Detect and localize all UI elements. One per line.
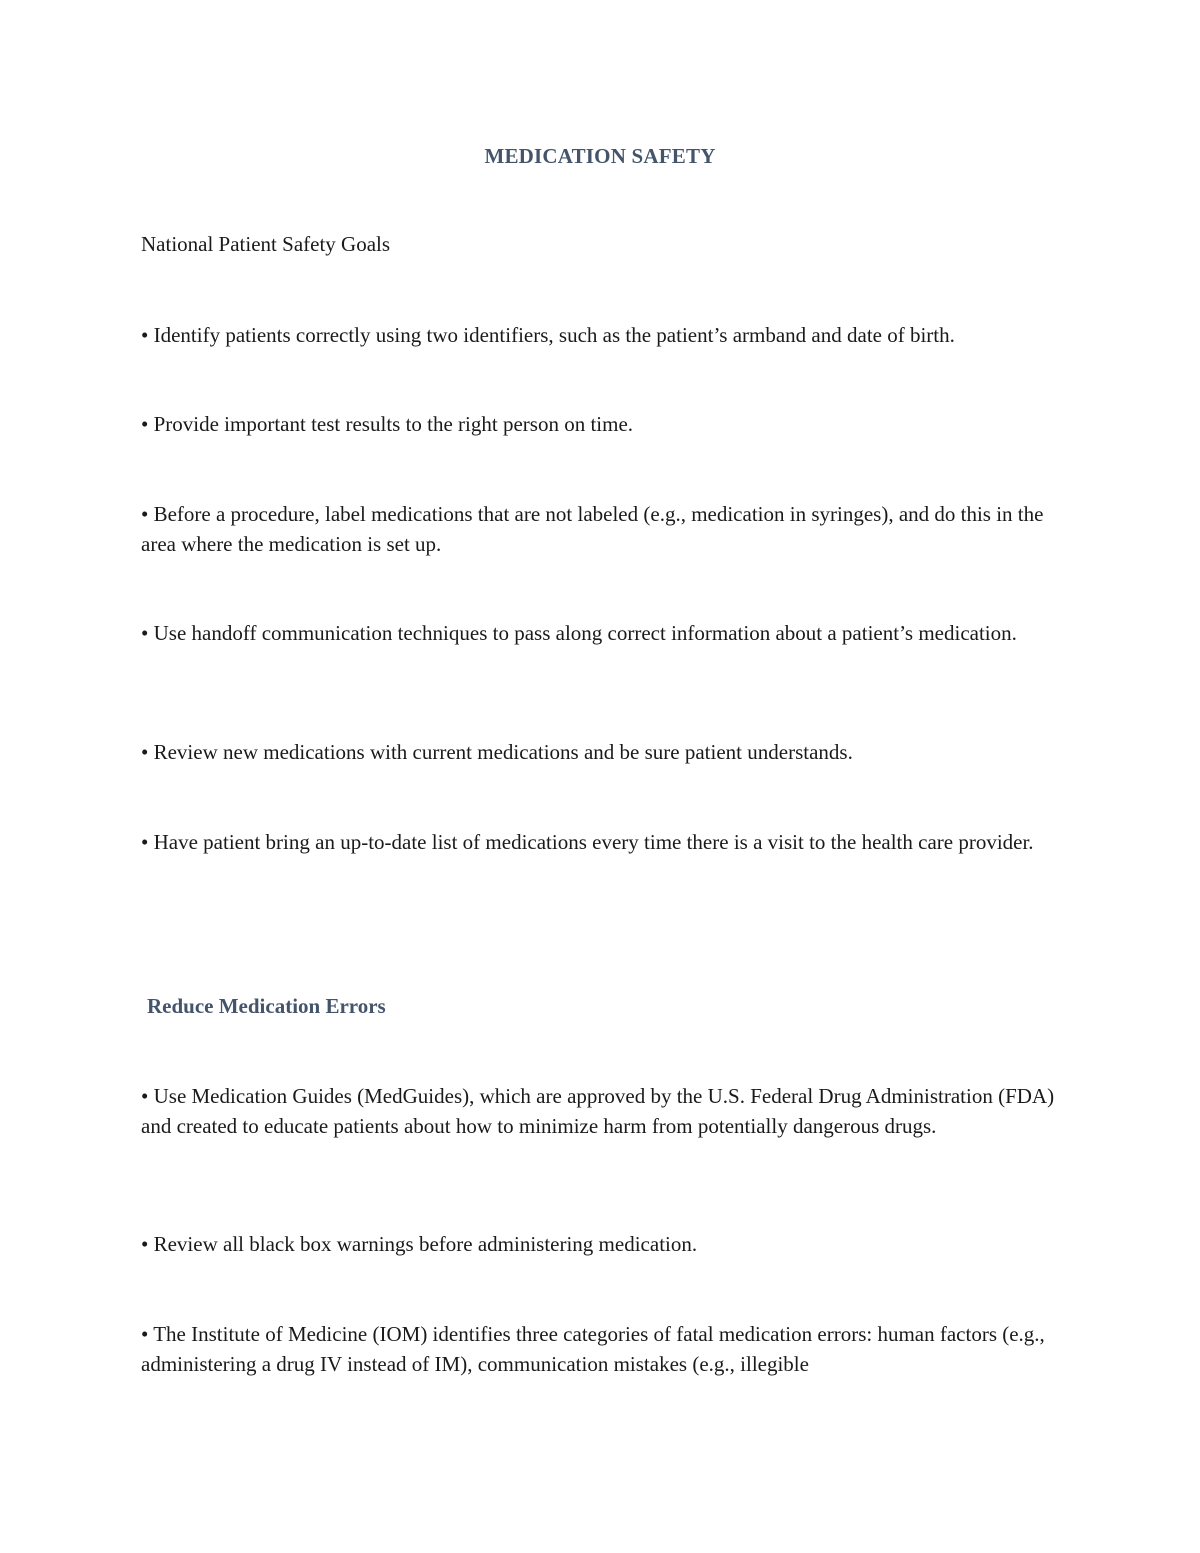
error-item-3: • The Institute of Medicine (IOM) identifies three categories of fatal medication errors: human factors (e.g., administering a drug IV instead of IM), communication mistakes (e.g., illegible <box>141 1322 1045 1376</box>
goal-item-2: • Provide important test results to the right person on time. <box>141 412 634 436</box>
goal-item-1: • Identify patients correctly using two identifiers, such as the patient’s armband and date of birth. <box>141 323 955 347</box>
goal-item-6: • Have patient bring an up-to-date list of medications every time there is a visit to the health care provider. <box>141 830 1034 854</box>
section-heading: Reduce Medication Errors <box>147 994 386 1018</box>
goal-item-5: • Review new medications with current medications and be sure patient understands. <box>141 740 853 764</box>
error-item-2: • Review all black box warnings before administering medication. <box>141 1232 698 1256</box>
section-subtitle: National Patient Safety Goals <box>141 232 391 256</box>
goal-item-4: • Use handoff communication techniques to pass along correct information about a patient’s medication. <box>141 621 1017 645</box>
goal-item-3: • Before a procedure, label medications that are not labeled (e.g., medication in syringes), and do this in the area where the medication is set up. <box>141 502 1044 556</box>
error-item-1: • Use Medication Guides (MedGuides), which are approved by the U.S. Federal Drug Administration (FDA) and created to educate patients about how to minimize harm from potentially dangerous drugs. <box>141 1084 1055 1138</box>
document-title: MEDICATION SAFETY <box>484 144 716 168</box>
